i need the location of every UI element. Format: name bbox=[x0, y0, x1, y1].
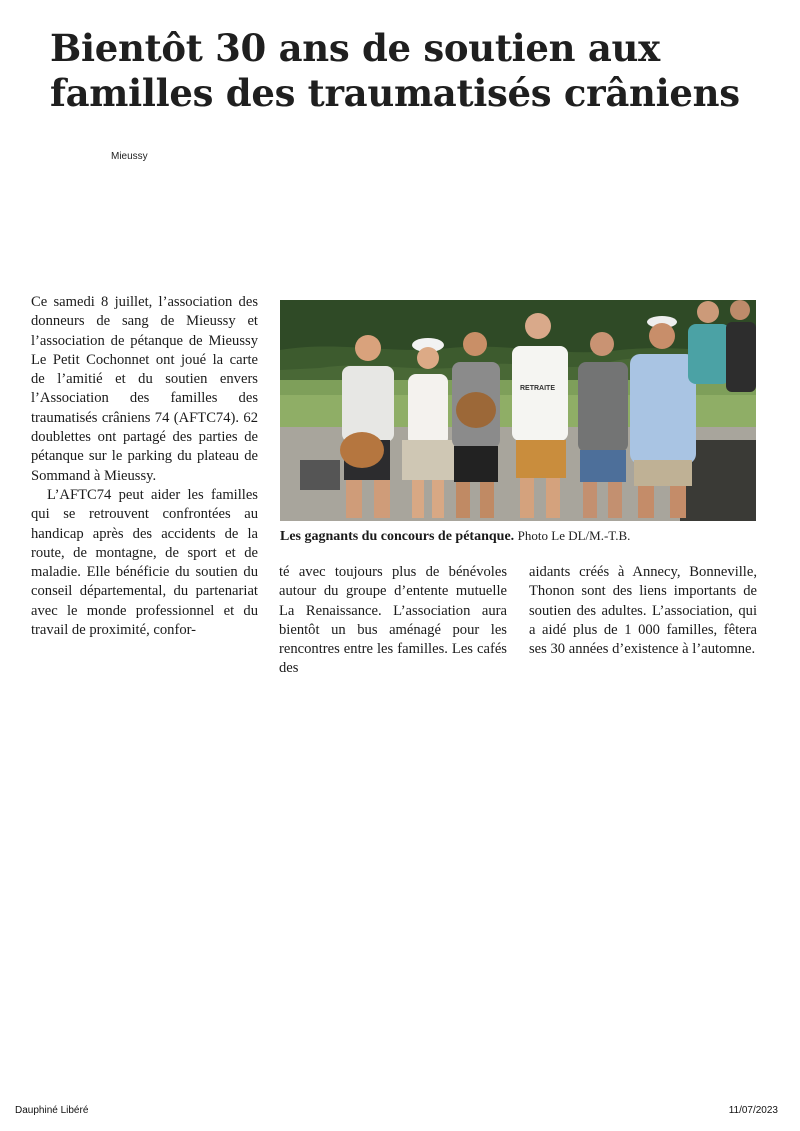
photo-illustration bbox=[280, 300, 756, 521]
footer-publication: Dauphiné Libéré bbox=[15, 1105, 89, 1116]
caption-text: Les gagnants du concours de pétanque. bbox=[280, 529, 515, 544]
body-paragraph-2: L’AFTC74 peut aider les familles qui se retrouvent confrontées au handicap après des accidents de la route, de montagne, de sport et de maladie. Elle bénéficie du soutien du conseil départemental, du partenariat avec le monde professionnel et du travail de proximité, confor- bbox=[31, 486, 258, 639]
article-column-2 bbox=[279, 563, 507, 679]
photo-caption bbox=[280, 527, 756, 546]
photo-credit: Photo Le DL/M.-T.B. bbox=[517, 528, 631, 543]
body-paragraph-4: aidants créés à Annecy, Bonneville, Thonon sont des liens importants de soutien des adultes. L’association, qui a aidé plus de 1 000 familles, fêtera ses 30 années d’existence à l’automne. bbox=[529, 564, 757, 658]
shirt-text: RETRAITE bbox=[520, 385, 555, 392]
body-paragraph-3: té avec toujours plus de bénévoles autour du groupe d’entente mutuelle La Renaissance. L’association aura bientôt un bus aménagé pour les rencontres entre les familles. Les cafés des bbox=[279, 564, 507, 677]
footer-date: 11/07/2023 bbox=[728, 1105, 778, 1116]
article-photo bbox=[280, 300, 756, 521]
headline-line-1: Bientôt 30 ans de soutien aux bbox=[50, 26, 660, 70]
location-label: Mieussy bbox=[111, 151, 148, 162]
article-column-1 bbox=[31, 293, 258, 640]
headline-line-2: familles des traumatisés crâniens bbox=[50, 71, 740, 115]
headline bbox=[50, 26, 780, 116]
article-column-3 bbox=[529, 563, 757, 659]
body-paragraph-1: Ce samedi 8 juillet, l’association des donneurs de sang de Mieussy et l’association de pétanque de Mieussy Le Petit Cochonnet ont joué la carte de l’amitié et du soutien envers l’Association des familles des traumatisés crâniens 74 (AFTC74). 62 doublettes ont partagé des parties de pétanque sur le parking du plateau de Sommand à Mieussy. bbox=[31, 294, 258, 484]
